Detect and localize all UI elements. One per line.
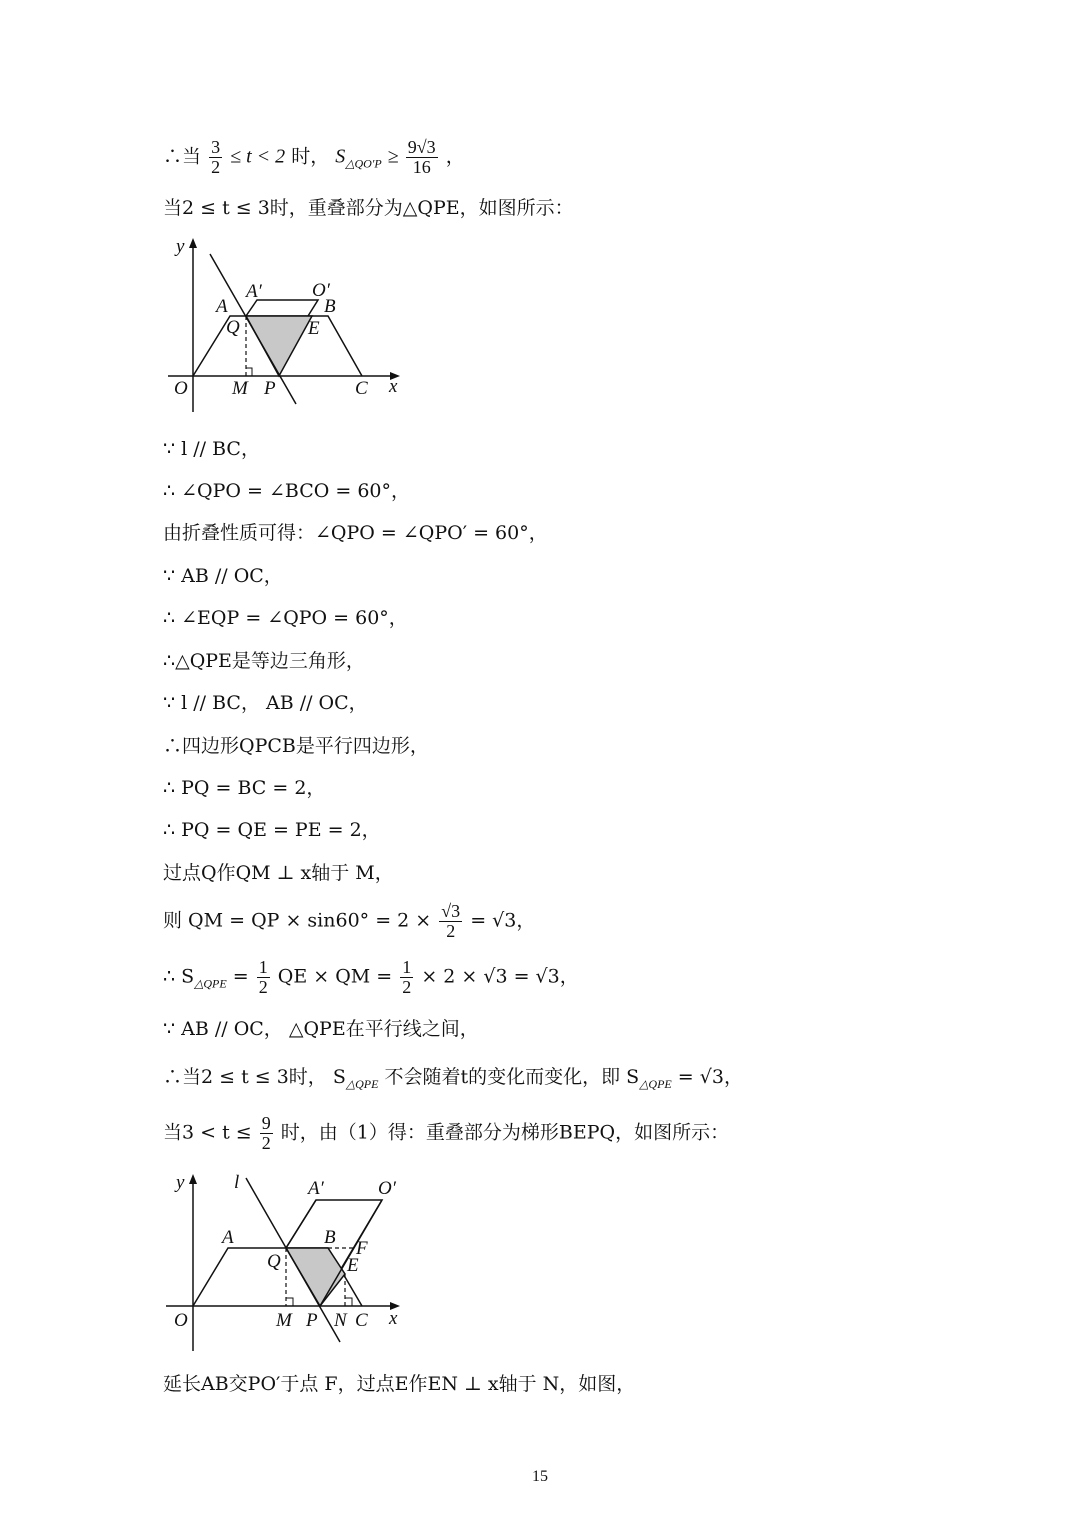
- label-O-prime: O′: [378, 1178, 396, 1199]
- label-O: O: [174, 1310, 188, 1331]
- line-2: 当2 ≤ t ≤ 3时，重叠部分为△QPE，如图所示：: [163, 197, 574, 219]
- label-A: A: [222, 1227, 234, 1248]
- label-l: l: [234, 1172, 240, 1193]
- page-number: 15: [532, 1468, 548, 1485]
- subscript: △QPE: [639, 1077, 672, 1091]
- line-1: [163, 138, 465, 177]
- text: ∴ S: [163, 965, 195, 988]
- label-O-prime: O′: [312, 280, 330, 301]
- text: = √3，: [677, 1066, 743, 1088]
- label-y: y: [176, 1172, 185, 1193]
- shaded-triangle-QPE: [246, 316, 312, 376]
- text: 不会随着t的变化而变化，即 S: [384, 1066, 640, 1088]
- text: 则 QM = QP × sin60° = 2 ×: [163, 909, 432, 932]
- y-arrow: [189, 238, 197, 248]
- label-A-prime: A′: [308, 1178, 324, 1199]
- line-17: [163, 1068, 743, 1090]
- y-arrow: [189, 1174, 197, 1184]
- fraction: $\frac{1}{2}$: [402, 957, 412, 997]
- text: × 2 × √3 = √3，: [421, 965, 579, 988]
- label-M: M: [276, 1310, 292, 1331]
- right-angle-mark: [246, 368, 252, 376]
- fraction: $\frac{3}{2}$: [211, 137, 221, 177]
- text: 时，: [291, 145, 330, 168]
- right-angle-mark: [286, 1298, 293, 1306]
- fraction: $\frac{1}{2}$: [258, 957, 268, 997]
- label-B: B: [324, 1227, 336, 1248]
- label-M: M: [232, 378, 248, 399]
- inequality: ≤ t < 2: [230, 145, 286, 168]
- text: = √3，: [470, 909, 536, 932]
- fraction: $\frac{9}{2}$: [261, 1113, 271, 1153]
- label-C: C: [355, 378, 368, 399]
- label-O: O: [174, 378, 188, 399]
- label-Q: Q: [267, 1251, 281, 1272]
- line-13: 过点Q作QM ⊥ x轴于 M，: [163, 862, 394, 884]
- folded-edge: [246, 300, 318, 316]
- line-4: ∴ ∠QPO = ∠BCO = 60°，: [163, 480, 411, 502]
- line-6: ∵ AB // OC，: [163, 565, 283, 587]
- label-x: x: [389, 1308, 398, 1329]
- label-F: F: [356, 1238, 368, 1259]
- subscript: △QPE: [194, 976, 227, 991]
- line-18: [163, 1114, 729, 1153]
- line-14: [163, 902, 535, 941]
- fraction: $\frac{9√3}{16}$: [407, 137, 436, 177]
- label-E: E: [347, 1255, 359, 1276]
- fraction: $\frac{√3}{2}$: [441, 901, 461, 941]
- line-15: [163, 958, 579, 997]
- subscript: △QO′P: [345, 156, 382, 171]
- label-A: A: [216, 296, 228, 317]
- line-16: ∵ AB // OC， △QPE在平行线之间，: [163, 1018, 479, 1040]
- text: =: [232, 965, 255, 988]
- text: 当3 < t ≤: [163, 1121, 252, 1144]
- line-11: ∴ PQ = BC = 2，: [163, 777, 326, 799]
- label-Q: Q: [226, 317, 240, 338]
- text: QE × QM =: [277, 965, 399, 988]
- subscript: △QPE: [345, 1077, 379, 1091]
- line-19: 延长AB交PO′于点 F，过点E作EN ⊥ x轴于 N，如图，: [163, 1373, 636, 1395]
- line-7: ∴ ∠EQP = ∠QPO = 60°，: [163, 607, 408, 629]
- label-y: y: [176, 236, 185, 257]
- text: ∴当: [163, 145, 202, 168]
- label-N: N: [334, 1310, 347, 1331]
- folded-edge: [286, 1200, 316, 1248]
- line-5: 由折叠性质可得：∠QPO = ∠QPO′ = 60°，: [163, 522, 548, 544]
- area-symbol: S: [335, 145, 346, 168]
- figure-1: [160, 232, 410, 417]
- label-E: E: [308, 318, 320, 339]
- label-x: x: [389, 376, 398, 397]
- line-9: ∵ l // BC， AB // OC，: [163, 692, 368, 714]
- label-B: B: [324, 296, 336, 317]
- text: 时，由（1）得：重叠部分为梯形BEPQ，如图所示：: [280, 1121, 730, 1144]
- figure-2: [160, 1166, 410, 1356]
- label-C: C: [355, 1310, 368, 1331]
- label-A-prime: A′: [246, 281, 262, 302]
- right-angle-mark: [345, 1298, 352, 1306]
- line-8: ∴△QPE是等边三角形，: [163, 650, 365, 672]
- label-P: P: [264, 378, 276, 399]
- line-12: ∴ PQ = QE = PE = 2，: [163, 819, 381, 841]
- ge-sign: ≥: [387, 145, 404, 168]
- label-P: P: [306, 1310, 318, 1331]
- comma: ，: [445, 145, 465, 168]
- text: ∴当2 ≤ t ≤ 3时， S: [163, 1066, 346, 1088]
- line-10: ∴四边形QPCB是平行四边形，: [163, 735, 429, 757]
- line-3: ∵ l // BC，: [163, 438, 260, 460]
